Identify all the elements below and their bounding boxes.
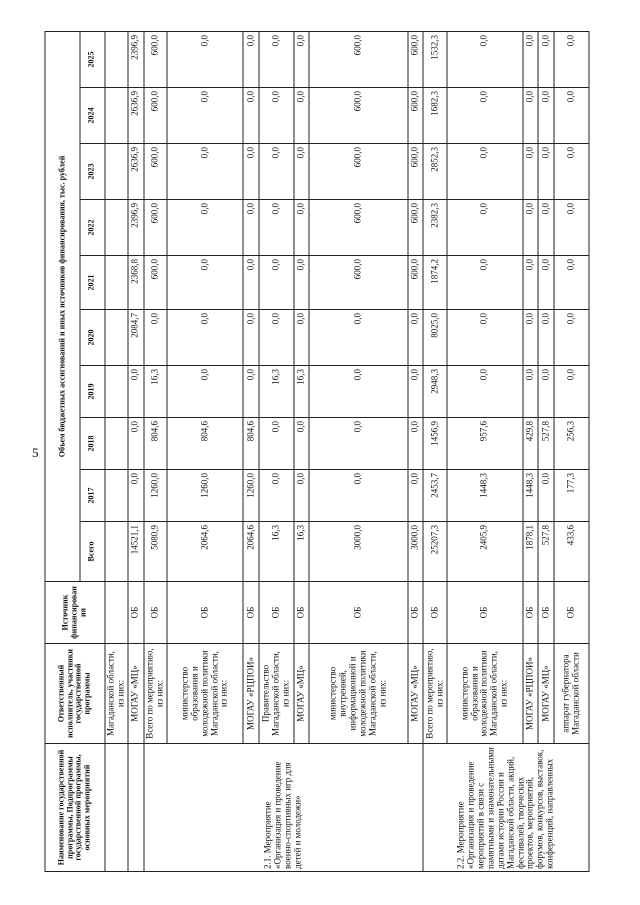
- value-cell: 8025,0: [423, 310, 446, 366]
- source-cell: ОБ: [128, 582, 143, 644]
- value-cell: 0,0: [294, 200, 309, 256]
- value-cell: 0,0: [259, 256, 294, 310]
- value-cell: [105, 144, 128, 200]
- header-funding-group: Объем бюджетных ассигнований и иных источников финансирования, тыс. рублей: [45, 31, 80, 581]
- value-cell: 1260,0: [144, 470, 167, 522]
- value-cell: 177,3: [554, 470, 589, 522]
- table-row: [144, 31, 167, 871]
- source-cell: ОБ: [243, 582, 258, 644]
- value-cell: 0,0: [523, 31, 538, 87]
- value-cell: 0,0: [408, 470, 423, 522]
- value-cell: 527,8: [538, 522, 553, 582]
- value-cell: 0,0: [554, 256, 589, 310]
- header-year: 2018: [80, 418, 105, 470]
- budget-table-rotated: [45, 32, 590, 872]
- value-cell: 0,0: [259, 200, 294, 256]
- value-cell: 600,0: [408, 200, 423, 256]
- value-cell: 1878,1: [523, 522, 538, 582]
- page-number: 5: [32, 445, 39, 460]
- value-cell: 0,0: [447, 366, 523, 418]
- source-cell: ОБ: [309, 582, 408, 644]
- source-cell: ОБ: [408, 582, 423, 644]
- value-cell: 0,0: [294, 470, 309, 522]
- value-cell: 0,0: [167, 310, 243, 366]
- header-year: 2021: [80, 256, 105, 310]
- value-cell: 0,0: [294, 144, 309, 200]
- value-cell: 600,0: [309, 31, 408, 87]
- table-row: [423, 31, 446, 871]
- value-cell: 600,0: [309, 200, 408, 256]
- value-cell: 0,0: [538, 144, 553, 200]
- value-cell: 0,0: [447, 310, 523, 366]
- value-cell: 0,0: [538, 256, 553, 310]
- value-cell: 0,0: [538, 366, 553, 418]
- value-cell: 0,0: [259, 144, 294, 200]
- value-cell: 0,0: [294, 256, 309, 310]
- value-cell: 0,0: [128, 418, 143, 470]
- value-cell: 0,0: [309, 470, 408, 522]
- value-cell: 600,0: [408, 31, 423, 87]
- executor-cell: аппарат губернатора Магаданской области: [554, 644, 589, 744]
- executor-cell: министерство образования и молодежной политики Магаданской области, из них:: [167, 644, 243, 744]
- value-cell: 0,0: [243, 88, 258, 144]
- value-cell: 600,0: [309, 144, 408, 200]
- value-cell: 0,0: [167, 256, 243, 310]
- value-cell: 0,0: [243, 31, 258, 87]
- value-cell: 600,0: [408, 88, 423, 144]
- value-cell: 1874,2: [423, 256, 446, 310]
- value-cell: 0,0: [144, 310, 167, 366]
- value-cell: 433,6: [554, 522, 589, 582]
- value-cell: 600,0: [144, 88, 167, 144]
- value-cell: 2064,6: [167, 522, 243, 582]
- value-cell: 0,0: [554, 200, 589, 256]
- value-cell: 600,0: [309, 256, 408, 310]
- value-cell: 2064,6: [243, 522, 258, 582]
- header-year: Всего: [80, 522, 105, 582]
- value-cell: 0,0: [167, 366, 243, 418]
- value-cell: 0,0: [554, 310, 589, 366]
- value-cell: [105, 200, 128, 256]
- program-cell-empty: [105, 744, 128, 872]
- value-cell: 1456,9: [423, 418, 446, 470]
- value-cell: 600,0: [144, 200, 167, 256]
- source-cell: ОБ: [144, 582, 167, 644]
- value-cell: 0,0: [243, 366, 258, 418]
- value-cell: 1682,3: [423, 88, 446, 144]
- value-cell: 600,0: [408, 256, 423, 310]
- source-cell: ОБ: [167, 582, 243, 644]
- value-cell: 0,0: [523, 200, 538, 256]
- budget-table: [45, 31, 590, 872]
- value-cell: 16,3: [259, 366, 294, 418]
- value-cell: 0,0: [554, 88, 589, 144]
- value-cell: 0,0: [294, 88, 309, 144]
- value-cell: 16,3: [294, 366, 309, 418]
- value-cell: 16,3: [294, 522, 309, 582]
- value-cell: 0,0: [128, 366, 143, 418]
- value-cell: 527,8: [538, 418, 553, 470]
- value-cell: 0,0: [538, 310, 553, 366]
- source-cell: ОБ: [423, 582, 446, 644]
- value-cell: 14521,1: [128, 522, 143, 582]
- source-cell: [105, 582, 128, 644]
- value-cell: 0,0: [447, 31, 523, 87]
- value-cell: 804,6: [167, 418, 243, 470]
- program-cell-empty: [128, 744, 143, 872]
- value-cell: [105, 310, 128, 366]
- value-cell: 0,0: [523, 310, 538, 366]
- value-cell: 0,0: [259, 470, 294, 522]
- program-item-2-1: 2.1. Мероприятие «Организация и проведение военно-спортивных игр для детей и молодежи»: [144, 744, 424, 872]
- source-cell: ОБ: [523, 582, 538, 644]
- table-row: [105, 31, 128, 871]
- value-cell: 0,0: [538, 88, 553, 144]
- value-cell: 2396,9: [128, 200, 143, 256]
- value-cell: 0,0: [538, 200, 553, 256]
- value-cell: [105, 522, 128, 582]
- value-cell: 0,0: [243, 256, 258, 310]
- value-cell: 429,8: [523, 418, 538, 470]
- executor-cell: МОГАУ «МЦ»: [128, 644, 143, 744]
- header-year: 2023: [80, 144, 105, 200]
- value-cell: 1260,0: [167, 470, 243, 522]
- value-cell: 0,0: [243, 200, 258, 256]
- source-cell: ОБ: [538, 582, 553, 644]
- header-executor: Ответственный исполнитель, участники государственной программы: [45, 644, 105, 744]
- value-cell: 600,0: [144, 144, 167, 200]
- value-cell: 0,0: [243, 310, 258, 366]
- executor-cell: министерство образования и молодежной политики Магаданской области, из них:: [447, 644, 523, 744]
- table-row: [128, 31, 143, 871]
- value-cell: 600,0: [408, 144, 423, 200]
- executor-cell: Всего по мероприятию, из них:: [144, 644, 167, 744]
- value-cell: 2852,3: [423, 144, 446, 200]
- value-cell: 957,6: [447, 418, 523, 470]
- value-cell: 0,0: [408, 310, 423, 366]
- value-cell: 0,0: [554, 366, 589, 418]
- value-cell: 0,0: [259, 88, 294, 144]
- value-cell: 5080,9: [144, 522, 167, 582]
- value-cell: 1532,3: [423, 31, 446, 87]
- value-cell: 2382,3: [423, 200, 446, 256]
- value-cell: 0,0: [538, 470, 553, 522]
- value-cell: 0,0: [523, 256, 538, 310]
- value-cell: [105, 418, 128, 470]
- source-cell: ОБ: [447, 582, 523, 644]
- value-cell: [105, 470, 128, 522]
- value-cell: 1448,3: [523, 470, 538, 522]
- value-cell: 0,0: [167, 200, 243, 256]
- value-cell: 16,3: [144, 366, 167, 418]
- value-cell: 0,0: [408, 418, 423, 470]
- value-cell: 0,0: [259, 418, 294, 470]
- header-row-1: [45, 31, 80, 871]
- value-cell: 0,0: [309, 310, 408, 366]
- header-year: 2024: [80, 88, 105, 144]
- executor-cell: Правительство Магаданской области, из них:: [259, 644, 294, 744]
- header-year: 2022: [80, 200, 105, 256]
- value-cell: 0,0: [309, 418, 408, 470]
- value-cell: 2636,9: [128, 144, 143, 200]
- value-cell: 256,3: [554, 418, 589, 470]
- value-cell: 0,0: [523, 366, 538, 418]
- value-cell: 0,0: [294, 418, 309, 470]
- value-cell: 804,6: [144, 418, 167, 470]
- value-cell: 2084,7: [128, 310, 143, 366]
- executor-cell: МОГАУ «РЦПОИ»: [523, 644, 538, 744]
- executor-cell: МОГАУ «МЦ»: [538, 644, 553, 744]
- header-program-name: Наименование государственной программы, Подпрограммы государственной программы, основных мероприятий: [45, 744, 105, 872]
- executor-cell: МОГАУ «МЦ»: [294, 644, 309, 744]
- value-cell: 2405,9: [447, 522, 523, 582]
- executor-cell: МОГАУ «МЦ»: [408, 644, 423, 744]
- value-cell: 600,0: [144, 31, 167, 87]
- source-cell: ОБ: [554, 582, 589, 644]
- source-cell: ОБ: [259, 582, 294, 644]
- value-cell: 0,0: [408, 366, 423, 418]
- value-cell: 0,0: [167, 144, 243, 200]
- value-cell: 0,0: [243, 144, 258, 200]
- header-source: Источник финансирования: [45, 582, 105, 644]
- value-cell: 0,0: [128, 470, 143, 522]
- value-cell: 0,0: [294, 310, 309, 366]
- executor-cell: Магаданской области, из них:: [105, 644, 128, 744]
- value-cell: [105, 31, 128, 87]
- value-cell: 2368,8: [128, 256, 143, 310]
- value-cell: 0,0: [309, 366, 408, 418]
- value-cell: 3000,0: [408, 522, 423, 582]
- executor-cell: Всего по мероприятию, из них:: [423, 644, 446, 744]
- value-cell: 0,0: [259, 31, 294, 87]
- header-year: 2025: [80, 31, 105, 87]
- executor-cell: министерство внутренней, информационной и молодежной политики Магаданской области, из них:: [309, 644, 408, 744]
- value-cell: 25207,3: [423, 522, 446, 582]
- value-cell: 2948,3: [423, 366, 446, 418]
- value-cell: 0,0: [447, 144, 523, 200]
- source-cell: ОБ: [294, 582, 309, 644]
- header-year: 2017: [80, 470, 105, 522]
- value-cell: [105, 88, 128, 144]
- value-cell: 0,0: [447, 256, 523, 310]
- value-cell: 2636,9: [128, 88, 143, 144]
- value-cell: 16,3: [259, 522, 294, 582]
- value-cell: 1448,3: [447, 470, 523, 522]
- value-cell: 0,0: [167, 88, 243, 144]
- value-cell: 2453,7: [423, 470, 446, 522]
- value-cell: 0,0: [538, 31, 553, 87]
- program-item-2-2: 2.2. Мероприятие «Организация и проведение мероприятий в связи с памятными и знаменательными датами истории России и Магаданской области, акций, фестивалей, творческих проектов, мероприятий, форумов, конкурсов, выставок, конференций, направленных: [423, 744, 589, 872]
- value-cell: [105, 256, 128, 310]
- header-year: 2020: [80, 310, 105, 366]
- value-cell: 600,0: [144, 256, 167, 310]
- value-cell: 804,6: [243, 418, 258, 470]
- header-year: 2019: [80, 366, 105, 418]
- value-cell: 0,0: [554, 144, 589, 200]
- value-cell: 1260,0: [243, 470, 258, 522]
- value-cell: 0,0: [447, 88, 523, 144]
- value-cell: 0,0: [447, 200, 523, 256]
- value-cell: 0,0: [554, 31, 589, 87]
- executor-cell: МОГАУ «РЦПОИ»: [243, 644, 258, 744]
- value-cell: 0,0: [294, 31, 309, 87]
- value-cell: 3000,0: [309, 522, 408, 582]
- value-cell: [105, 366, 128, 418]
- value-cell: 600,0: [309, 88, 408, 144]
- value-cell: 0,0: [259, 310, 294, 366]
- value-cell: 0,0: [523, 144, 538, 200]
- value-cell: 0,0: [167, 31, 243, 87]
- value-cell: 2396,9: [128, 31, 143, 87]
- value-cell: 0,0: [523, 88, 538, 144]
